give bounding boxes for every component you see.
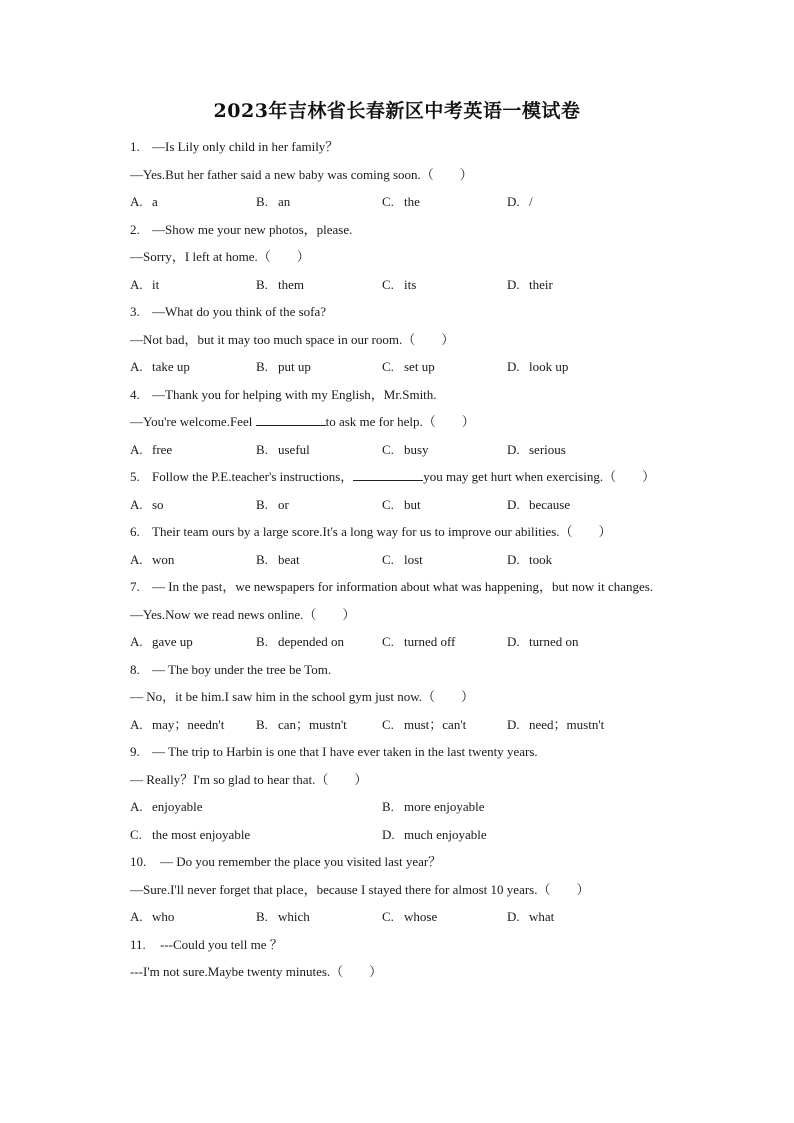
question-stem xyxy=(130,466,730,494)
question-number: 10. xyxy=(130,854,147,869)
question-stem xyxy=(130,521,730,549)
option-text: may；needn't xyxy=(152,716,225,732)
option-a[interactable] xyxy=(130,274,159,296)
option-letter: D. xyxy=(507,359,520,374)
option-d[interactable] xyxy=(507,906,554,928)
question-stem xyxy=(130,384,730,412)
option-text: enjoyable xyxy=(152,799,203,814)
option-a[interactable] xyxy=(130,796,203,818)
option-b[interactable] xyxy=(256,906,310,928)
option-text: the most enjoyable xyxy=(152,826,251,842)
option-b[interactable] xyxy=(256,356,311,378)
question-number: 6. xyxy=(130,524,140,539)
line-text: —Sure.I'll never forget that place，because I stayed there for almost 10 years.（ ） xyxy=(130,881,590,897)
option-text: or xyxy=(278,496,289,512)
option-letter: D. xyxy=(507,276,520,292)
option-letter: D. xyxy=(507,909,520,924)
option-a[interactable] xyxy=(130,906,174,928)
option-a[interactable] xyxy=(130,356,190,378)
question-number: 7. xyxy=(130,579,140,594)
options-row xyxy=(130,274,730,302)
option-letter: C. xyxy=(382,359,394,374)
option-b[interactable] xyxy=(256,191,290,213)
dialogue-line xyxy=(130,686,730,714)
option-text: who xyxy=(152,909,175,924)
answer-blank[interactable] xyxy=(256,412,326,426)
question-stem xyxy=(130,851,730,879)
option-letter: B. xyxy=(256,359,268,374)
line-text: — The trip to Harbin is one that I have ever taken in the last twenty years. xyxy=(152,744,538,759)
line-text: —Not bad，but it may too much space in our room.（ ） xyxy=(130,331,455,347)
options-row xyxy=(130,439,730,467)
option-d[interactable] xyxy=(507,356,568,378)
option-a[interactable] xyxy=(130,494,164,516)
line-text: Their team ours by a large score.It's a long way for us to improve our abilities.（ ） xyxy=(152,524,612,539)
option-letter: D. xyxy=(382,826,395,842)
option-d[interactable] xyxy=(507,631,578,653)
option-text: it xyxy=(152,276,160,292)
option-text: take up xyxy=(152,359,190,374)
option-letter: D. xyxy=(507,441,520,457)
dialogue-line xyxy=(130,604,730,632)
option-text: free xyxy=(152,441,173,457)
option-letter: B. xyxy=(256,441,268,457)
option-text: lost xyxy=(404,551,423,567)
option-letter: B. xyxy=(256,194,268,209)
line-text: —What do you think of the sofa? xyxy=(152,304,327,319)
option-letter: A. xyxy=(130,909,143,924)
option-letter: C. xyxy=(382,441,394,457)
line-text: ---Could you tell me ？ xyxy=(160,936,283,952)
option-d[interactable] xyxy=(507,714,604,736)
option-text: / xyxy=(529,194,533,209)
option-text: their xyxy=(529,276,553,292)
option-d[interactable] xyxy=(382,824,487,846)
line-text: —Thank you for helping with my English，Mr.Smith. xyxy=(152,386,437,402)
option-letter: B. xyxy=(256,276,268,292)
option-text: the xyxy=(404,194,420,209)
option-b[interactable] xyxy=(256,714,347,736)
option-letter: D. xyxy=(507,634,520,649)
option-c[interactable] xyxy=(382,631,455,653)
option-c[interactable] xyxy=(382,439,429,461)
line-text: —Sorry，I left at home.（ ） xyxy=(130,249,310,264)
option-letter: A. xyxy=(130,634,143,649)
option-d[interactable] xyxy=(507,274,553,296)
option-c[interactable] xyxy=(382,906,437,928)
line-text: — No，it be him.I saw him in the school gym just now.（ ） xyxy=(130,689,474,704)
dialogue-line xyxy=(130,961,730,989)
option-letter: B. xyxy=(256,496,268,512)
question-number: 5. xyxy=(130,469,140,484)
option-letter: D. xyxy=(507,716,520,732)
option-text: what xyxy=(529,909,555,924)
option-letter: B. xyxy=(256,716,268,732)
option-text: but xyxy=(404,496,421,512)
option-letter: C. xyxy=(382,634,394,649)
option-d[interactable] xyxy=(507,549,552,571)
option-text: set up xyxy=(404,359,435,374)
option-text: look up xyxy=(529,359,569,374)
option-c[interactable] xyxy=(382,356,435,378)
option-a[interactable] xyxy=(130,439,172,461)
option-letter: A. xyxy=(130,716,143,732)
option-letter: C. xyxy=(382,194,394,209)
option-d[interactable] xyxy=(507,439,566,461)
option-text: won xyxy=(152,551,175,567)
option-text: serious xyxy=(529,441,566,457)
page-title: 2023年吉林省长春新区中考英语一模试卷 xyxy=(213,100,581,122)
option-letter: A. xyxy=(130,194,143,209)
option-d[interactable] xyxy=(507,191,533,213)
line-text: ---I'm not sure.Maybe twenty minutes.（ ） xyxy=(130,964,383,979)
question-number: 1. xyxy=(130,139,140,154)
option-text: can；mustn't xyxy=(278,716,347,732)
question-stem xyxy=(130,219,730,247)
option-letter: A. xyxy=(130,276,143,292)
option-c[interactable] xyxy=(382,549,423,571)
option-text: depended on xyxy=(278,634,345,649)
option-letter: B. xyxy=(256,634,268,649)
question-stem xyxy=(130,659,730,687)
option-letter: A. xyxy=(130,359,143,374)
question-number: 3. xyxy=(130,304,140,319)
question-number: 8. xyxy=(130,661,140,677)
option-letter: A. xyxy=(130,799,143,814)
question-number: 4. xyxy=(130,386,140,402)
option-letter: D. xyxy=(507,194,520,209)
options-row xyxy=(130,906,730,934)
question-list xyxy=(130,136,730,989)
option-a[interactable] xyxy=(130,714,224,736)
answer-blank[interactable] xyxy=(353,467,423,481)
line-text: —Is Lily only child in her family？ xyxy=(152,139,339,154)
question-stem xyxy=(130,934,730,962)
option-a[interactable] xyxy=(130,631,193,653)
option-b[interactable] xyxy=(256,631,344,653)
dialogue-line xyxy=(130,164,730,192)
option-c[interactable] xyxy=(130,824,250,846)
option-text: turned on xyxy=(529,634,579,649)
option-c[interactable] xyxy=(382,274,416,296)
line-text-after-blank: to ask me for help.（ ） xyxy=(325,414,475,429)
options-row xyxy=(130,494,730,522)
option-a[interactable] xyxy=(130,549,174,571)
option-b[interactable] xyxy=(256,494,289,516)
question-number: 9. xyxy=(130,744,140,759)
dialogue-line xyxy=(130,411,730,439)
option-letter: C. xyxy=(382,716,394,732)
option-c[interactable] xyxy=(382,191,420,213)
option-text: which xyxy=(278,909,310,924)
option-text: gave up xyxy=(152,634,193,649)
option-text: a xyxy=(152,194,158,209)
option-letter: B. xyxy=(256,909,268,924)
option-a[interactable] xyxy=(130,191,158,213)
option-text: turned off xyxy=(404,634,456,649)
options-row xyxy=(130,714,730,742)
dialogue-line xyxy=(130,879,730,907)
options-row xyxy=(130,549,730,577)
option-letter: C. xyxy=(382,551,394,567)
option-text: put up xyxy=(278,359,311,374)
option-letter: A. xyxy=(130,441,143,457)
option-text: its xyxy=(404,276,417,292)
stem-text-after-blank: you may get hurt when exercising.（ ） xyxy=(423,469,656,484)
option-letter: A. xyxy=(130,551,143,567)
option-b[interactable] xyxy=(256,274,304,296)
dialogue-line xyxy=(130,769,730,797)
option-letter: D. xyxy=(507,496,520,512)
line-text: — The boy under the tree be Tom. xyxy=(152,661,332,677)
option-text: because xyxy=(529,496,571,512)
line-text: —Yes.But her father said a new baby was coming soon.（ ） xyxy=(130,166,473,182)
option-b[interactable] xyxy=(256,439,310,461)
option-d[interactable] xyxy=(507,494,570,516)
question-stem xyxy=(130,301,730,329)
options-row xyxy=(130,356,730,384)
option-text: busy xyxy=(404,441,429,457)
options-row xyxy=(130,824,730,852)
option-b[interactable] xyxy=(382,796,485,818)
question-number: 2. xyxy=(130,221,140,237)
option-text: must；can't xyxy=(404,716,467,732)
stem-text-before-blank: Follow the P.E.teacher's instructions， xyxy=(152,469,354,484)
option-c[interactable] xyxy=(382,494,421,516)
option-text: much enjoyable xyxy=(404,826,487,842)
option-letter: C. xyxy=(382,909,394,924)
option-letter: B. xyxy=(256,551,268,567)
option-letter: C. xyxy=(382,496,394,512)
option-text: whose xyxy=(404,909,438,924)
option-c[interactable] xyxy=(382,714,466,736)
question-stem xyxy=(130,741,730,769)
line-text: — In the past，we newspapers for information about what was happening，but now it changes. xyxy=(152,579,654,594)
options-row xyxy=(130,631,730,659)
line-text: —Yes.Now we read news online.（ ） xyxy=(130,606,356,622)
option-text: need；mustn't xyxy=(529,716,605,732)
question-number: 11. xyxy=(130,936,146,952)
line-text: — Do you remember the place you visited last year？ xyxy=(160,854,442,869)
option-letter: D. xyxy=(507,551,520,567)
option-text: an xyxy=(278,194,291,209)
option-letter: C. xyxy=(130,826,142,842)
option-text: took xyxy=(529,551,553,567)
option-text: so xyxy=(152,496,164,512)
option-text: them xyxy=(278,276,304,292)
option-text: beat xyxy=(278,551,300,567)
option-b[interactable] xyxy=(256,549,300,571)
question-stem xyxy=(130,136,730,164)
option-letter: C. xyxy=(382,276,394,292)
option-letter: B. xyxy=(382,799,394,814)
option-text: useful xyxy=(278,441,310,457)
dialogue-line xyxy=(130,329,730,357)
line-text: —Show me your new photos，please. xyxy=(152,221,353,237)
options-row xyxy=(130,191,730,219)
line-text-before-blank: —You're welcome.Feel xyxy=(130,414,256,429)
options-row xyxy=(130,796,730,824)
option-text: more enjoyable xyxy=(404,799,485,814)
line-text: — Really？I'm so glad to hear that.（ ） xyxy=(130,771,368,787)
question-stem xyxy=(130,576,730,604)
option-letter: A. xyxy=(130,496,143,512)
dialogue-line xyxy=(130,246,730,274)
